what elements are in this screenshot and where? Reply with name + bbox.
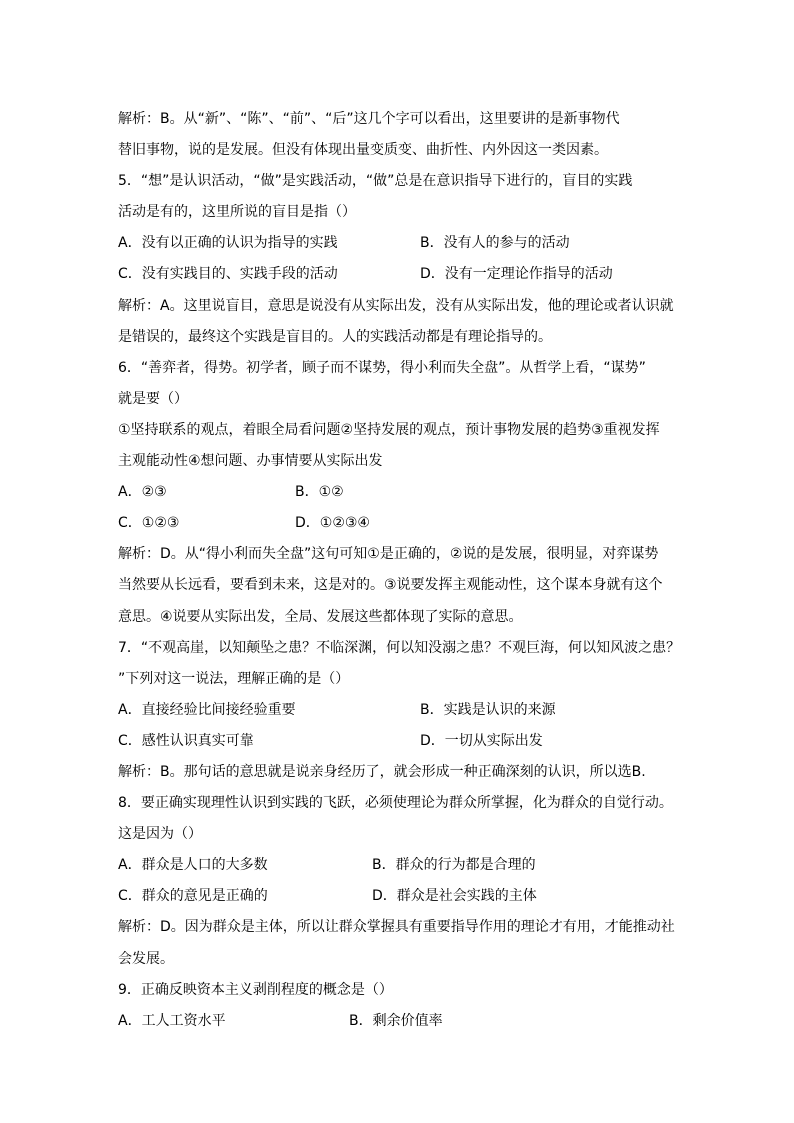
option-d: D．①②③④ <box>295 515 370 532</box>
options-row <box>118 881 688 912</box>
option-c: C．①②③ <box>118 515 180 532</box>
option-d: D．没有一定理论作指导的活动 <box>420 266 613 283</box>
question-6-statements: 主观能动性④想问题、办事情要从实际出发 <box>118 453 383 470</box>
question-5-stem: 5．“想”是认识活动，“做”是实践活动，“做”总是在意识指导下进行的，盲目的实践 <box>118 173 633 190</box>
option-c: C．感性认识真实可靠 <box>118 732 254 749</box>
option-a: A．群众是人口的大多数 <box>118 857 268 874</box>
options-row <box>118 259 688 290</box>
option-b: B．实践是认识的来源 <box>420 701 556 718</box>
question-8-stem: 这是因为（） <box>118 826 202 843</box>
analysis-line: 意思。④说要从实际出发，全局、发展这些都体现了实际的意思。 <box>118 608 523 625</box>
analysis-line: 解析：B。从“新”、“陈”、“前”、“后”这几个字可以看出，这里要讲的是新事物代 <box>118 111 620 127</box>
options-row <box>118 477 688 508</box>
option-d: D．一切从实际出发 <box>420 732 543 749</box>
options-row <box>118 726 688 757</box>
option-d: D．群众是社会实践的主体 <box>372 888 537 905</box>
option-a: A．直接经验比间接经验重要 <box>118 701 296 718</box>
analysis-line: 解析：D。从“得小利而失全盘”这句可知①是正确的，②说的是发展，很明显，对弈谋势 <box>118 546 659 563</box>
analysis-line: 解析：A。这里说盲目，意思是说没有从实际出发，没有从实际出发，他的理论或者认识就 <box>118 297 674 314</box>
analysis-line: 会发展。 <box>118 950 174 967</box>
analysis-line: 当然要从长远看，要看到未来，这是对的。③说要发挥主观能动性，这个谋本身就有这个 <box>118 577 663 594</box>
question-7-stem: 7．“不观高崖，以知颠坠之患？不临深渊，何以知没溺之患？不观巨海，何以知风波之患？ <box>118 639 681 656</box>
analysis-line: 解析：D。因为群众是主体，所以让群众掌握具有重要指导作用的理论才有用，才能推动社 <box>118 919 675 936</box>
option-b: B．群众的行为都是合理的 <box>372 857 536 874</box>
question-8-stem: 8．要正确实现理性认识到实践的飞跃，必须使理论为群众所掌握，化为群众的自觉行动。 <box>118 795 673 812</box>
option-a: A．没有以正确的认识为指导的实践 <box>118 235 338 252</box>
options-row <box>118 850 688 881</box>
options-row <box>118 508 688 539</box>
analysis-line: 替旧事物，说的是发展。但没有体现出量变质变、曲折性、内外因这一类因素。 <box>118 142 608 159</box>
question-9-stem: 9．正确反映资本主义剥削程度的概念是（） <box>118 981 393 998</box>
question-6-statements: ①坚持联系的观点，着眼全局看问题②坚持发展的观点，预计事物发展的趋势③重视发挥 <box>118 421 660 438</box>
option-c: C．群众的意见是正确的 <box>118 888 268 905</box>
question-7-stem: ”下列对这一说法，理解正确的是（） <box>118 670 350 687</box>
options-row <box>118 228 688 259</box>
option-b: B．剩余价值率 <box>349 1012 443 1029</box>
analysis-line: 是错误的，最终这个实践是盲目的。人的实践活动都是有理论指导的。 <box>118 328 552 345</box>
option-b: B．没有人的参与的活动 <box>420 235 570 252</box>
document-page <box>118 104 688 1037</box>
option-b: B．①② <box>295 484 344 501</box>
question-6-stem: 就是要（） <box>118 390 188 407</box>
option-c: C．没有实践目的、实践手段的活动 <box>118 266 338 283</box>
question-6-stem: 6．“善弈者，得势。初学者，顾子而不谋势，得小利而失全盘”。从哲学上看，“谋势” <box>118 359 646 376</box>
options-row <box>118 695 688 726</box>
option-a: A．②③ <box>118 484 167 501</box>
analysis-line: 解析：B。那句话的意思就是说亲身经历了，就会形成一种正确深刻的认识，所以选B. <box>118 763 646 780</box>
question-5-stem: 活动是有的，这里所说的盲目是指（） <box>118 204 356 221</box>
options-row <box>118 1006 688 1037</box>
option-a: A．工人工资水平 <box>118 1012 226 1029</box>
